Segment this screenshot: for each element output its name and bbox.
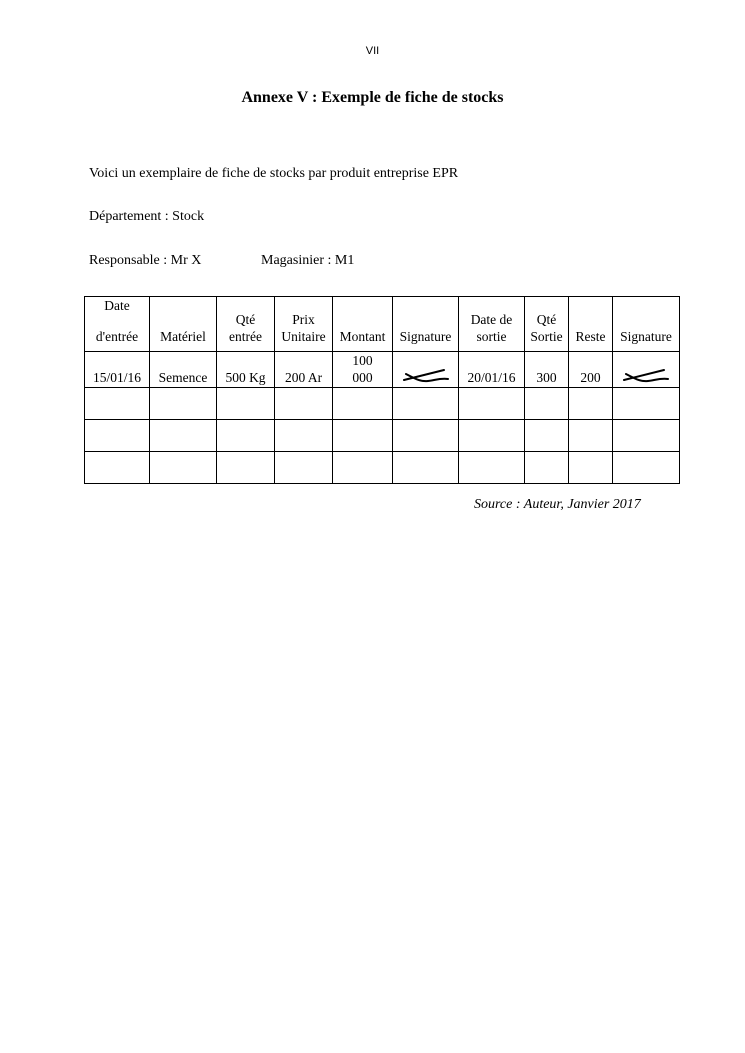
header-montant: Montant bbox=[333, 297, 393, 352]
header-reste: Reste bbox=[569, 297, 613, 352]
empty-cell bbox=[569, 420, 613, 452]
table-row bbox=[85, 352, 680, 388]
department-line: Département : Stock bbox=[89, 209, 205, 224]
empty-cell bbox=[150, 388, 217, 420]
empty-cell bbox=[333, 452, 393, 484]
header-date-sortie-line1: Date de bbox=[470, 312, 513, 327]
cell-montant-line2: 000 bbox=[352, 370, 373, 385]
empty-cell bbox=[459, 452, 525, 484]
empty-cell bbox=[217, 452, 275, 484]
cell-reste: 200 bbox=[569, 352, 613, 388]
empty-cell bbox=[393, 388, 459, 420]
header-signature-sortie: Signature bbox=[613, 297, 680, 352]
table-header-row bbox=[85, 297, 680, 352]
empty-cell bbox=[275, 452, 333, 484]
header-date-sortie bbox=[459, 297, 525, 352]
table-row-empty bbox=[85, 452, 680, 484]
storekeeper-line: Magasinier : M1 bbox=[261, 253, 355, 268]
empty-cell bbox=[85, 452, 150, 484]
cell-signature-sortie bbox=[613, 352, 680, 388]
handwritten-signature-icon bbox=[620, 366, 672, 384]
empty-cell bbox=[85, 420, 150, 452]
cell-date-entree: 15/01/16 bbox=[85, 352, 150, 388]
empty-cell bbox=[613, 388, 680, 420]
header-qte-sortie-line1: Qté bbox=[536, 312, 557, 327]
empty-cell bbox=[393, 420, 459, 452]
empty-cell bbox=[333, 420, 393, 452]
header-qte-sortie-line2: Sortie bbox=[530, 329, 563, 344]
empty-cell bbox=[275, 388, 333, 420]
empty-cell bbox=[459, 420, 525, 452]
cell-qte-entree: 500 Kg bbox=[217, 352, 275, 388]
header-date-entree bbox=[85, 297, 150, 352]
header-prix-unitaire bbox=[275, 297, 333, 352]
source-caption: Source : Auteur, Janvier 2017 bbox=[474, 497, 641, 512]
empty-cell bbox=[525, 388, 569, 420]
header-qte-entree-line2: entrée bbox=[229, 329, 262, 344]
cell-materiel: Semence bbox=[150, 352, 217, 388]
empty-cell bbox=[569, 452, 613, 484]
header-prix-line2: Unitaire bbox=[281, 329, 326, 344]
empty-cell bbox=[393, 452, 459, 484]
header-prix-line1: Prix bbox=[292, 312, 315, 327]
cell-montant bbox=[333, 352, 393, 388]
empty-cell bbox=[150, 420, 217, 452]
handwritten-signature-icon bbox=[400, 366, 452, 384]
intro-paragraph: Voici un exemplaire de fiche de stocks par produit entreprise EPR bbox=[89, 166, 459, 181]
table-row-empty bbox=[85, 420, 680, 452]
header-date-sortie-line2: sortie bbox=[476, 329, 507, 344]
cell-qte-sortie: 300 bbox=[525, 352, 569, 388]
empty-cell bbox=[613, 452, 680, 484]
empty-cell bbox=[525, 420, 569, 452]
empty-cell bbox=[569, 388, 613, 420]
page-number: VII bbox=[365, 45, 380, 57]
cell-signature-entree bbox=[393, 352, 459, 388]
header-date-entree-line2: d'entrée bbox=[95, 329, 139, 344]
document-title: Annexe V : Exemple de fiche de stocks bbox=[241, 89, 504, 106]
empty-cell bbox=[150, 452, 217, 484]
empty-cell bbox=[459, 388, 525, 420]
header-qte-sortie bbox=[525, 297, 569, 352]
table-row-empty bbox=[85, 388, 680, 420]
cell-montant-line1: 100 bbox=[352, 353, 373, 368]
stock-sheet-table bbox=[84, 296, 680, 484]
responsible-line: Responsable : Mr X bbox=[89, 253, 202, 268]
empty-cell bbox=[85, 388, 150, 420]
cell-date-sortie: 20/01/16 bbox=[459, 352, 525, 388]
empty-cell bbox=[275, 420, 333, 452]
header-materiel: Matériel bbox=[150, 297, 217, 352]
header-date-entree-line1: Date bbox=[104, 298, 130, 313]
header-qte-entree-line1: Qté bbox=[235, 312, 256, 327]
empty-cell bbox=[333, 388, 393, 420]
empty-cell bbox=[525, 452, 569, 484]
cell-prix: 200 Ar bbox=[275, 352, 333, 388]
empty-cell bbox=[217, 420, 275, 452]
empty-cell bbox=[217, 388, 275, 420]
header-signature-entree: Signature bbox=[393, 297, 459, 352]
empty-cell bbox=[613, 420, 680, 452]
header-qte-entree bbox=[217, 297, 275, 352]
